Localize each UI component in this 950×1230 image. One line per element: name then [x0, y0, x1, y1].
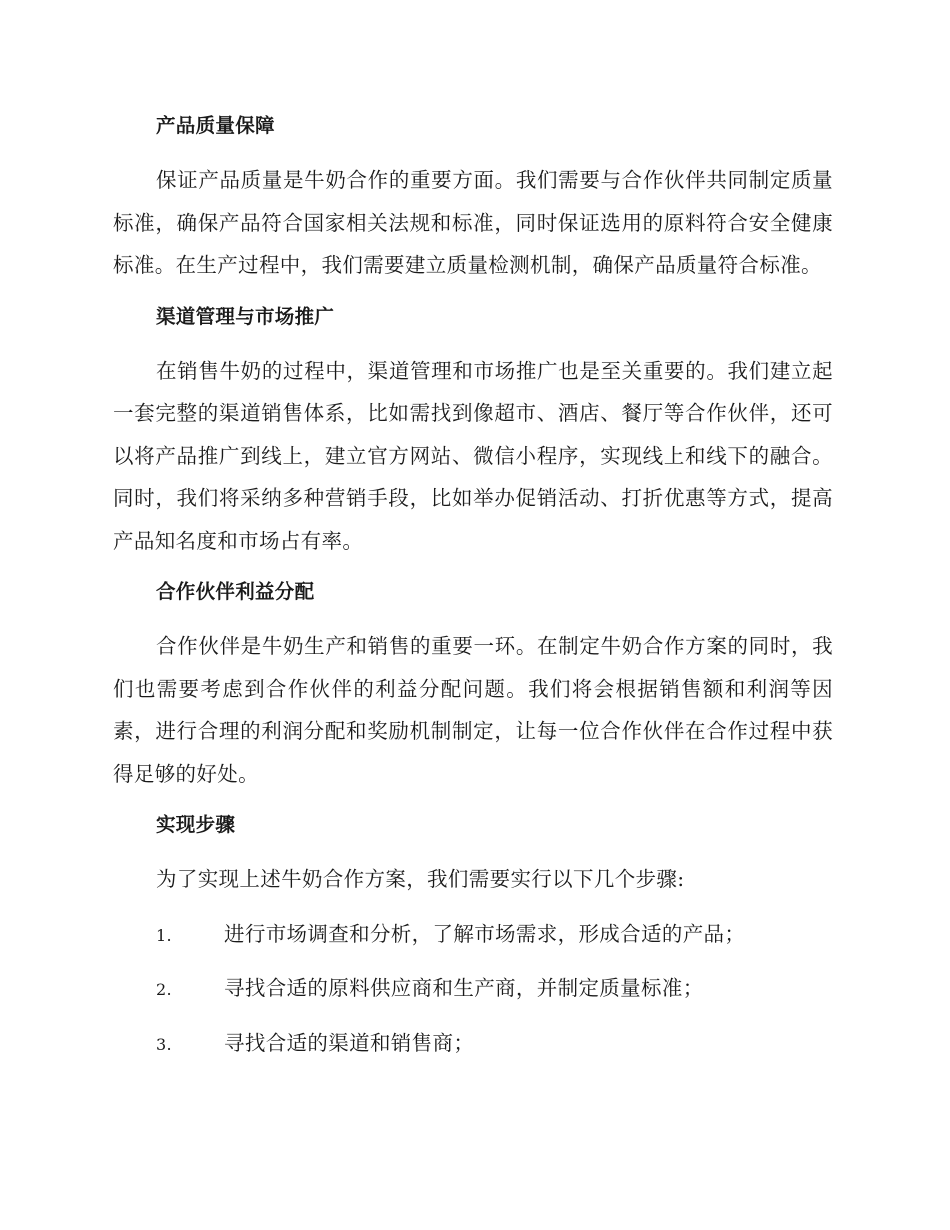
- list-item-number: 2.: [156, 980, 172, 999]
- section-heading-partner-benefit: 合作伙伴利益分配: [156, 580, 315, 603]
- list-item-number: 3.: [156, 1034, 172, 1054]
- list-item: [113, 967, 833, 1010]
- paragraph-quality: 保证产品质量是牛奶合作的重要方面。我们需要与合作伙伴共同制定质量标准，确保产品符合国家相关法规和标准，同时保证选用的原料符合安全健康标准。在生产过程中，我们需要建立质量检测机制，确保产品质量符合标准。: [113, 168, 833, 277]
- list-item-number: 1.: [156, 925, 172, 945]
- list-item-text: 寻找合适的渠道和销售商；: [224, 1030, 475, 1055]
- section-heading-quality: 产品质量保障: [156, 114, 275, 137]
- section-heading-channel: 渠道管理与市场推广: [156, 304, 335, 328]
- list-item: [113, 913, 833, 956]
- document-page: [113, 104, 833, 1064]
- paragraph-steps-intro: 为了实现上述牛奶合作方案，我们需要实行以下几个步骤:: [156, 867, 685, 891]
- list-item: [113, 1022, 833, 1065]
- list-item-text: 进行市场调查和分析，了解市场需求，形成合适的产品；: [224, 921, 746, 946]
- section-heading-steps: 实现步骤: [156, 813, 236, 836]
- paragraph-partner-benefit: 合作伙伴是牛奶生产和销售的重要一环。在制定牛奶合作方案的同时，我们也需要考虑到合作伙伴的利益分配问题。我们将会根据销售额和利润等因素，进行合理的利润分配和奖励机制制定，让每一位合作伙伴在合作过程中获得足够的好处。: [113, 634, 833, 786]
- list-item-text: 寻找合适的原料供应商和生产商，并制定质量标准；: [224, 976, 704, 1000]
- paragraph-channel: 在销售牛奶的过程中，渠道管理和市场推广也是至关重要的。我们建立起一套完整的渠道销售体系，比如需找到像超市、酒店、餐厅等合作伙伴，还可以将产品推广到线上，建立官方网站、微信小程序，实现线上和线下的融合。同时，我们将采纳多种营销手段，比如举办促销活动、打折优惠等方式，提高产品知名度和市场占有率。: [113, 358, 833, 553]
